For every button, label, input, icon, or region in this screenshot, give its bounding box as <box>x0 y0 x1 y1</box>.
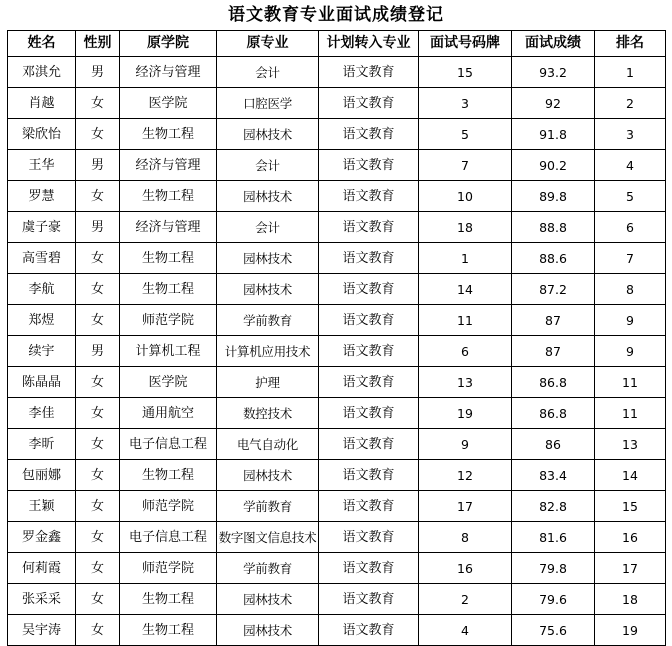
cell-original-major[interactable]: 学前教育 <box>217 553 319 584</box>
cell-interview-number-value: 11 <box>457 313 473 328</box>
cell-rank[interactable] <box>595 181 666 212</box>
cell-gender[interactable]: 女 <box>76 522 120 553</box>
cell-original-college[interactable]: 医学院 <box>120 367 217 398</box>
cell-original-college[interactable]: 生物工程 <box>120 460 217 491</box>
cell-interview-score[interactable] <box>512 181 595 212</box>
cell-target-major[interactable]: 语文教育 <box>319 305 419 336</box>
cell-interview-number[interactable] <box>419 460 512 491</box>
cell-interview-number[interactable] <box>419 305 512 336</box>
cell-interview-score[interactable] <box>512 491 595 522</box>
cell-interview-score-value: 86.8 <box>539 375 567 390</box>
cell-interview-number[interactable] <box>419 274 512 305</box>
cell-interview-number[interactable] <box>419 367 512 398</box>
cell-original-major[interactable]: 数字图文信息技术 <box>217 522 319 553</box>
cell-target-major[interactable]: 语文教育 <box>319 150 419 181</box>
cell-interview-score[interactable] <box>512 460 595 491</box>
table-row <box>8 181 666 212</box>
table-row <box>8 584 666 615</box>
cell-target-major[interactable]: 语文教育 <box>319 522 419 553</box>
cell-interview-number-value: 17 <box>457 499 473 514</box>
cell-rank-value: 6 <box>626 220 634 235</box>
cell-interview-number[interactable] <box>419 119 512 150</box>
cell-gender[interactable]: 女 <box>76 460 120 491</box>
cell-original-major[interactable]: 护理 <box>217 367 319 398</box>
cell-interview-number-value: 5 <box>461 127 469 142</box>
cell-target-major[interactable]: 语文教育 <box>319 336 419 367</box>
cell-target-major[interactable]: 语文教育 <box>319 181 419 212</box>
cell-target-major[interactable]: 语文教育 <box>319 584 419 615</box>
cell-gender[interactable]: 女 <box>76 398 120 429</box>
cell-interview-score[interactable] <box>512 336 595 367</box>
cell-interview-number[interactable] <box>419 336 512 367</box>
cell-interview-number-value: 7 <box>461 158 469 173</box>
cell-interview-number[interactable] <box>419 584 512 615</box>
cell-interview-number-value: 2 <box>461 592 469 607</box>
cell-interview-number[interactable] <box>419 491 512 522</box>
cell-interview-number[interactable] <box>419 212 512 243</box>
cell-rank-value: 15 <box>622 499 638 514</box>
cell-gender[interactable]: 女 <box>76 88 120 119</box>
cell-original-major[interactable]: 数控技术 <box>217 398 319 429</box>
cell-interview-number[interactable] <box>419 243 512 274</box>
cell-original-college[interactable]: 电子信息工程 <box>120 429 217 460</box>
cell-gender[interactable]: 女 <box>76 367 120 398</box>
cell-original-college[interactable]: 师范学院 <box>120 553 217 584</box>
cell-target-major[interactable]: 语文教育 <box>319 429 419 460</box>
cell-interview-score[interactable] <box>512 615 595 646</box>
cell-original-college[interactable]: 生物工程 <box>120 615 217 646</box>
cell-interview-score-value: 79.8 <box>539 561 567 576</box>
column-header-interview-number[interactable]: 面试号码牌 <box>419 31 512 57</box>
cell-gender[interactable]: 女 <box>76 429 120 460</box>
cell-rank[interactable] <box>595 522 666 553</box>
table-row <box>8 274 666 305</box>
cell-original-college[interactable]: 通用航空 <box>120 398 217 429</box>
table-row <box>8 336 666 367</box>
cell-original-college[interactable]: 生物工程 <box>120 119 217 150</box>
cell-interview-number-value: 10 <box>457 189 473 204</box>
cell-name[interactable]: 吴宇涛 <box>8 615 76 646</box>
score-table <box>7 30 666 646</box>
cell-rank-value: 19 <box>622 623 638 638</box>
cell-target-major[interactable]: 语文教育 <box>319 367 419 398</box>
cell-name[interactable]: 郑煜 <box>8 305 76 336</box>
cell-gender[interactable]: 女 <box>76 553 120 584</box>
cell-interview-score-value: 87 <box>545 344 561 359</box>
cell-rank-value: 2 <box>626 96 634 111</box>
cell-interview-score-value: 89.8 <box>539 189 567 204</box>
cell-name[interactable]: 李昕 <box>8 429 76 460</box>
cell-interview-score-value: 88.6 <box>539 251 567 266</box>
cell-interview-score[interactable] <box>512 57 595 88</box>
cell-interview-score-value: 87.2 <box>539 282 567 297</box>
table-row <box>8 615 666 646</box>
cell-target-major[interactable]: 语文教育 <box>319 88 419 119</box>
cell-original-major[interactable]: 电气自动化 <box>217 429 319 460</box>
cell-interview-score[interactable] <box>512 150 595 181</box>
cell-rank[interactable] <box>595 553 666 584</box>
cell-interview-number-value: 8 <box>461 530 469 545</box>
cell-original-major[interactable]: 园林技术 <box>217 243 319 274</box>
cell-interview-number[interactable] <box>419 181 512 212</box>
cell-interview-number[interactable] <box>419 398 512 429</box>
cell-rank[interactable] <box>595 243 666 274</box>
cell-original-major[interactable]: 园林技术 <box>217 181 319 212</box>
cell-rank-value: 11 <box>622 375 638 390</box>
cell-original-major[interactable]: 计算机应用技术 <box>217 336 319 367</box>
cell-rank[interactable] <box>595 584 666 615</box>
cell-target-major[interactable]: 语文教育 <box>319 274 419 305</box>
cell-rank-value: 18 <box>622 592 638 607</box>
cell-original-college[interactable]: 生物工程 <box>120 181 217 212</box>
cell-interview-score-value: 86.8 <box>539 406 567 421</box>
cell-target-major[interactable]: 语文教育 <box>319 615 419 646</box>
column-header-name[interactable]: 姓名 <box>8 31 76 57</box>
cell-interview-number-value: 13 <box>457 375 473 390</box>
cell-rank-value: 11 <box>622 406 638 421</box>
cell-original-college[interactable]: 经济与管理 <box>120 150 217 181</box>
cell-rank[interactable] <box>595 615 666 646</box>
cell-interview-number[interactable] <box>419 522 512 553</box>
cell-original-college[interactable]: 生物工程 <box>120 274 217 305</box>
cell-interview-number-value: 14 <box>457 282 473 297</box>
cell-original-college[interactable]: 计算机工程 <box>120 336 217 367</box>
cell-name[interactable]: 罗金鑫 <box>8 522 76 553</box>
cell-interview-score-value: 93.2 <box>539 65 567 80</box>
cell-interview-number[interactable] <box>419 615 512 646</box>
cell-name[interactable]: 虞子豪 <box>8 212 76 243</box>
cell-original-college[interactable]: 电子信息工程 <box>120 522 217 553</box>
cell-interview-score-value: 82.8 <box>539 499 567 514</box>
header-row <box>8 31 666 57</box>
cell-rank-value: 16 <box>622 530 638 545</box>
cell-target-major[interactable]: 语文教育 <box>319 57 419 88</box>
cell-name[interactable]: 李佳 <box>8 398 76 429</box>
cell-interview-score[interactable] <box>512 274 595 305</box>
cell-target-major[interactable]: 语文教育 <box>319 212 419 243</box>
column-header-rank[interactable]: 排名 <box>595 31 666 57</box>
cell-interview-score-value: 90.2 <box>539 158 567 173</box>
cell-rank-value: 9 <box>626 344 634 359</box>
cell-interview-score[interactable] <box>512 584 595 615</box>
cell-rank[interactable] <box>595 305 666 336</box>
cell-name[interactable]: 梁欣怡 <box>8 119 76 150</box>
table-row <box>8 150 666 181</box>
cell-gender[interactable]: 女 <box>76 305 120 336</box>
cell-target-major[interactable]: 语文教育 <box>319 491 419 522</box>
cell-original-major[interactable]: 园林技术 <box>217 274 319 305</box>
table-row <box>8 57 666 88</box>
cell-name[interactable]: 王华 <box>8 150 76 181</box>
cell-gender[interactable]: 女 <box>76 584 120 615</box>
cell-original-major[interactable]: 园林技术 <box>217 460 319 491</box>
table-row <box>8 212 666 243</box>
column-header-original-major[interactable]: 原专业 <box>217 31 319 57</box>
column-header-gender[interactable]: 性别 <box>76 31 120 57</box>
cell-interview-score[interactable] <box>512 367 595 398</box>
cell-name[interactable]: 陈晶晶 <box>8 367 76 398</box>
cell-rank-value: 5 <box>626 189 634 204</box>
cell-interview-score-value: 91.8 <box>539 127 567 142</box>
table-row <box>8 398 666 429</box>
cell-rank[interactable] <box>595 119 666 150</box>
cell-rank-value: 1 <box>626 65 634 80</box>
cell-rank[interactable] <box>595 429 666 460</box>
cell-rank[interactable] <box>595 150 666 181</box>
cell-original-major[interactable]: 会计 <box>217 150 319 181</box>
cell-interview-number-value: 18 <box>457 220 473 235</box>
table-row <box>8 553 666 584</box>
table-row <box>8 491 666 522</box>
column-header-target-major[interactable]: 计划转入专业 <box>319 31 419 57</box>
cell-interview-score[interactable] <box>512 305 595 336</box>
cell-rank-value: 14 <box>622 468 638 483</box>
cell-interview-score[interactable] <box>512 88 595 119</box>
cell-interview-number[interactable] <box>419 88 512 119</box>
cell-interview-score[interactable] <box>512 553 595 584</box>
cell-rank[interactable] <box>595 212 666 243</box>
cell-name[interactable]: 续宇 <box>8 336 76 367</box>
cell-name[interactable]: 邓淇允 <box>8 57 76 88</box>
table-row <box>8 429 666 460</box>
cell-original-major[interactable]: 园林技术 <box>217 584 319 615</box>
cell-interview-score[interactable] <box>512 429 595 460</box>
cell-target-major[interactable]: 语文教育 <box>319 398 419 429</box>
cell-interview-score[interactable] <box>512 398 595 429</box>
cell-rank[interactable] <box>595 460 666 491</box>
cell-name[interactable]: 何莉霞 <box>8 553 76 584</box>
cell-gender[interactable]: 女 <box>76 274 120 305</box>
cell-rank-value: 17 <box>622 561 638 576</box>
cell-gender[interactable]: 女 <box>76 243 120 274</box>
cell-interview-score-value: 88.8 <box>539 220 567 235</box>
cell-name[interactable]: 肖越 <box>8 88 76 119</box>
cell-original-major[interactable]: 园林技术 <box>217 615 319 646</box>
cell-interview-score-value: 81.6 <box>539 530 567 545</box>
cell-gender[interactable]: 男 <box>76 212 120 243</box>
cell-interview-number-value: 15 <box>457 65 473 80</box>
cell-gender[interactable]: 女 <box>76 119 120 150</box>
cell-target-major[interactable]: 语文教育 <box>319 243 419 274</box>
cell-original-college[interactable]: 医学院 <box>120 88 217 119</box>
cell-name[interactable]: 罗慧 <box>8 181 76 212</box>
cell-interview-number[interactable] <box>419 150 512 181</box>
cell-interview-score-value: 79.6 <box>539 592 567 607</box>
cell-interview-number-value: 4 <box>461 623 469 638</box>
cell-name[interactable]: 包丽娜 <box>8 460 76 491</box>
table-row <box>8 305 666 336</box>
cell-interview-number[interactable] <box>419 429 512 460</box>
cell-rank-value: 8 <box>626 282 634 297</box>
cell-rank[interactable] <box>595 398 666 429</box>
cell-rank[interactable] <box>595 274 666 305</box>
cell-interview-number-value: 19 <box>457 406 473 421</box>
cell-rank-value: 9 <box>626 313 634 328</box>
cell-target-major[interactable]: 语文教育 <box>319 460 419 491</box>
cell-interview-number-value: 3 <box>461 96 469 111</box>
cell-interview-score-value: 92 <box>545 96 561 111</box>
cell-name[interactable]: 王颖 <box>8 491 76 522</box>
cell-original-major[interactable]: 会计 <box>217 212 319 243</box>
cell-gender[interactable]: 女 <box>76 615 120 646</box>
column-header-original-college[interactable]: 原学院 <box>120 31 217 57</box>
cell-gender[interactable]: 女 <box>76 491 120 522</box>
cell-interview-score[interactable] <box>512 522 595 553</box>
cell-original-college[interactable]: 生物工程 <box>120 584 217 615</box>
column-header-interview-score[interactable]: 面试成绩 <box>512 31 595 57</box>
cell-original-major[interactable]: 园林技术 <box>217 119 319 150</box>
cell-interview-number[interactable] <box>419 57 512 88</box>
cell-name[interactable]: 李航 <box>8 274 76 305</box>
cell-rank[interactable] <box>595 88 666 119</box>
cell-rank-value: 7 <box>626 251 634 266</box>
cell-gender[interactable]: 男 <box>76 336 120 367</box>
cell-original-major[interactable]: 会计 <box>217 57 319 88</box>
cell-interview-number-value: 1 <box>461 251 469 266</box>
cell-rank[interactable] <box>595 367 666 398</box>
cell-original-college[interactable]: 师范学院 <box>120 305 217 336</box>
cell-interview-number[interactable] <box>419 553 512 584</box>
table-row <box>8 243 666 274</box>
cell-name[interactable]: 高雪碧 <box>8 243 76 274</box>
cell-interview-number-value: 9 <box>461 437 469 452</box>
cell-original-college[interactable]: 经济与管理 <box>120 57 217 88</box>
cell-target-major[interactable]: 语文教育 <box>319 553 419 584</box>
cell-target-major[interactable]: 语文教育 <box>319 119 419 150</box>
table-row <box>8 367 666 398</box>
cell-interview-number-value: 12 <box>457 468 473 483</box>
cell-rank-value: 13 <box>622 437 638 452</box>
cell-interview-score-value: 87 <box>545 313 561 328</box>
cell-interview-number-value: 6 <box>461 344 469 359</box>
cell-gender[interactable]: 女 <box>76 181 120 212</box>
cell-name[interactable]: 张采采 <box>8 584 76 615</box>
cell-interview-score-value: 86 <box>545 437 561 452</box>
sheet-title: 语文教育专业面试成绩登记 <box>228 5 444 25</box>
cell-original-college[interactable]: 经济与管理 <box>120 212 217 243</box>
cell-gender[interactable]: 男 <box>76 57 120 88</box>
cell-original-major[interactable]: 学前教育 <box>217 305 319 336</box>
table-row <box>8 522 666 553</box>
cell-original-college[interactable]: 师范学院 <box>120 491 217 522</box>
cell-original-major[interactable]: 口腔医学 <box>217 88 319 119</box>
table-row <box>8 88 666 119</box>
cell-interview-score-value: 83.4 <box>539 468 567 483</box>
cell-interview-score-value: 75.6 <box>539 623 567 638</box>
cell-original-college[interactable]: 生物工程 <box>120 243 217 274</box>
table-row <box>8 119 666 150</box>
cell-interview-score[interactable] <box>512 119 595 150</box>
table-row <box>8 460 666 491</box>
cell-rank[interactable] <box>595 57 666 88</box>
cell-rank[interactable] <box>595 336 666 367</box>
cell-rank-value: 3 <box>626 127 634 142</box>
cell-gender[interactable]: 男 <box>76 150 120 181</box>
cell-rank-value: 4 <box>626 158 634 173</box>
cell-interview-score[interactable] <box>512 243 595 274</box>
cell-rank[interactable] <box>595 491 666 522</box>
cell-interview-number-value: 16 <box>457 561 473 576</box>
cell-original-major[interactable]: 学前教育 <box>217 491 319 522</box>
cell-interview-score[interactable] <box>512 212 595 243</box>
